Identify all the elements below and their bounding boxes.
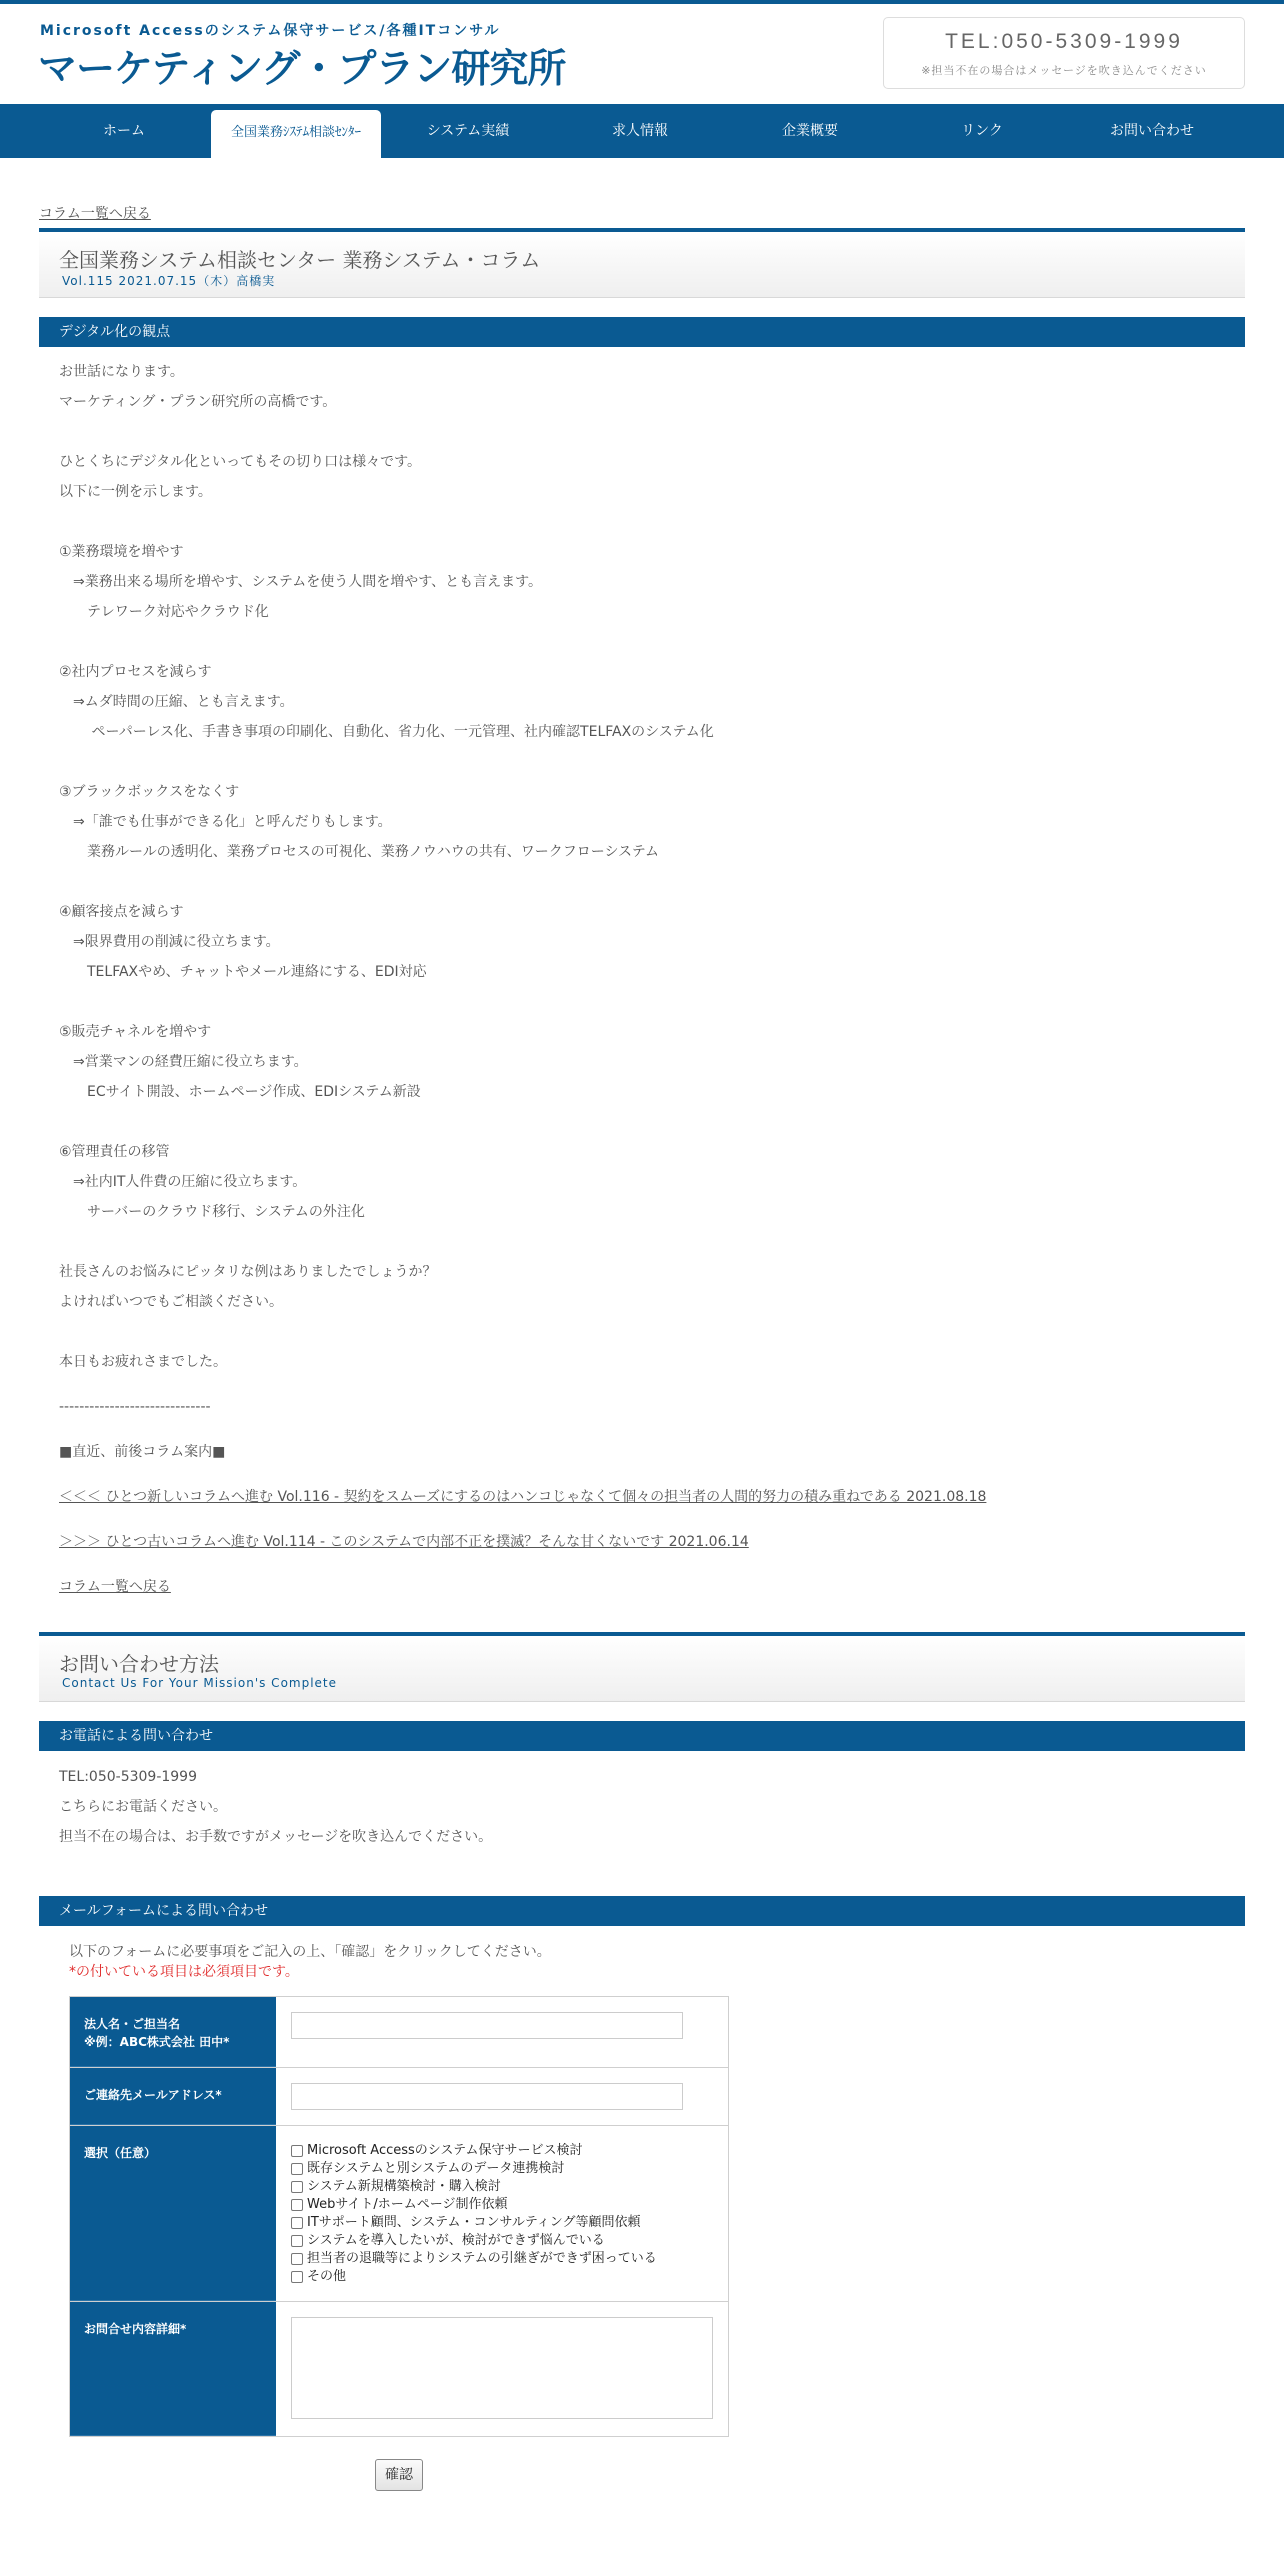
inquiry-option[interactable] [291, 2196, 713, 2214]
inquiry-option[interactable] [291, 2232, 713, 2250]
option-label: システムを導入したいが、検討ができず悩んでいる [307, 2233, 605, 2248]
inquiry-options [291, 2138, 713, 2286]
article-line: ①業務環境を増やす [59, 544, 184, 560]
tel-box [883, 17, 1245, 89]
logo-subtitle: Microsoft Accessのシステム保守サービス/各種ITコンサル [40, 23, 501, 39]
email-input[interactable] [291, 2083, 683, 2110]
option-checkbox[interactable] [291, 2181, 303, 2193]
article-line: テレワーク対応やクラウド化 [59, 604, 269, 620]
article-line: よければいつでもご相談ください。 [59, 1294, 283, 1310]
article-line [59, 1227, 1229, 1257]
option-checkbox[interactable] [291, 2163, 303, 2175]
required-note: *の付いている項目は必須項目です。 [69, 1964, 299, 1980]
top-rule [0, 0, 1284, 4]
inquiry-option[interactable] [291, 2178, 713, 2196]
main-nav [0, 104, 1284, 158]
form-instructions: 以下のフォームに必要事項をご記入の上、「確認」をクリックしてください。 [69, 1944, 551, 1960]
article-line [59, 1317, 1229, 1347]
article-line: 業務ルールの透明化、業務プロセスの可視化、業務ノウハウの共有、ワークフローシステム [59, 844, 660, 860]
form-row-email [70, 2068, 728, 2126]
article-line: ECサイト開設、ホームページ作成、EDIシステム新設 [59, 1084, 421, 1100]
contact-title: お問い合わせ方法 [59, 1652, 219, 1676]
select-label: 選択（任意） [70, 2126, 276, 2301]
option-checkbox[interactable] [291, 2217, 303, 2229]
article-body [59, 357, 1229, 1602]
article-line: お世話になります。 [59, 364, 184, 380]
option-label: 担当者の退職等によりシステムの引継ぎができず困っている [307, 2251, 657, 2266]
site-logo[interactable]: マーケティング・プラン研究所 [38, 47, 566, 92]
nav-company[interactable]: 企業概要 [782, 123, 838, 139]
phone-line: TEL:050-5309-1999 [59, 1769, 197, 1785]
column-title-panel [39, 228, 1245, 298]
option-checkbox[interactable] [291, 2271, 303, 2283]
article-line [59, 627, 1229, 657]
option-checkbox[interactable] [291, 2145, 303, 2157]
form-row-select [70, 2126, 728, 2302]
form-row-name [70, 1997, 728, 2068]
article-line [59, 507, 1229, 537]
inquiry-detail-textarea[interactable] [291, 2317, 713, 2419]
article-line: TELFAXやめ、チャットやメール連絡にする、EDI対応 [59, 964, 427, 980]
separator: ------------------------------ [59, 1399, 211, 1415]
tel-number: TEL:050-5309-1999 [945, 30, 1183, 53]
form-intro [69, 1942, 551, 1982]
article-line [59, 1107, 1229, 1137]
mail-section-heading: メールフォームによる問い合わせ [39, 1896, 1245, 1926]
newer-column-link[interactable]: ＜＜＜ ひとつ新しいコラムへ進む Vol.116 - 契約をスムーズにするのはハンコじゃなくて個々の担当者の人間的努力の積み重ねである 2021.08.18 [59, 1489, 987, 1505]
option-label: ITサポート顧問、システム・コンサルティング等顧問依頼 [307, 2215, 641, 2230]
article-line: ⑥管理責任の移管 [59, 1144, 170, 1160]
article-line: ⇒業務出来る場所を増やす、システムを使う人間を増やす、とも言えます。 [59, 574, 542, 590]
nav-consult-center[interactable]: 全国業務ｼｽﾃﾑ相談ｾﾝﾀｰ [211, 110, 381, 160]
company-name-input[interactable] [291, 2012, 683, 2039]
article-line: ⇒ムダ時間の圧縮、とも言えます。 [59, 694, 294, 710]
inquiry-option[interactable] [291, 2268, 713, 2286]
contact-subtitle: Contact Us For Your Mission's Complete [62, 1676, 338, 1690]
option-checkbox[interactable] [291, 2199, 303, 2211]
confirm-button[interactable]: 確認 [375, 2459, 423, 2491]
name-label-example: ※例：ABC株式会社 田中* [84, 2035, 230, 2049]
article-line [59, 987, 1229, 1017]
article-line: 以下に一例を示します。 [59, 484, 212, 500]
option-label: システム新規構築検討・購入検討 [307, 2179, 501, 2194]
article-line: 社長さんのお悩みにピッタリな例はありましたでしょうか？ [59, 1264, 437, 1280]
detail-label: お問合せ内容詳細* [70, 2302, 276, 2436]
article-line: ⇒営業マンの経費圧縮に役立ちます。 [59, 1054, 308, 1070]
article-line: ②社内プロセスを減らす [59, 664, 212, 680]
back-to-columns-link-bottom[interactable]: コラム一覧へ戻る [59, 1579, 171, 1595]
nav-home[interactable]: ホーム [103, 123, 145, 139]
tel-note: ※担当不在の場合はメッセージを吹き込んでください [921, 64, 1207, 77]
article-line: マーケティング・プラン研究所の高橋です。 [59, 394, 337, 410]
option-label: その他 [307, 2269, 347, 2284]
article-line: ④顧客接点を減らす [59, 904, 184, 920]
article-line [59, 867, 1229, 897]
article-line: ⇒限界費用の削減に役立ちます。 [59, 934, 280, 950]
column-nav-heading: ■直近、前後コラム案内■ [59, 1444, 226, 1460]
column-meta: Vol.115 2021.07.15（木）高橋実 [62, 274, 276, 288]
nav-recruit[interactable]: 求人情報 [612, 123, 668, 139]
phone-line: 担当不在の場合は、お手数ですがメッセージを吹き込んでください。 [59, 1829, 493, 1845]
article-line: ペーパーレス化、手書き事項の印刷化、自動化、省力化、一元管理、社内確認TELFAXのシステム化 [59, 724, 714, 740]
phone-line: こちらにお電話ください。 [59, 1799, 227, 1815]
option-label: 既存システムと別システムのデータ連携検討 [307, 2161, 565, 2176]
article-line [59, 417, 1229, 447]
article-line: ⇒「誰でも仕事ができる化」と呼んだりもします。 [59, 814, 392, 830]
name-label [70, 1997, 276, 2067]
form-row-detail [70, 2302, 728, 2436]
contact-form [69, 1996, 729, 2437]
article-line: ⑤販売チャネルを増やす [59, 1024, 212, 1040]
nav-links[interactable]: リンク [961, 123, 1003, 139]
back-to-columns-link[interactable]: コラム一覧へ戻る [39, 206, 151, 222]
article-line: ひとくちにデジタル化といってもその切り口は様々です。 [59, 454, 422, 470]
option-label: Webサイト/ホームページ制作依頼 [307, 2197, 508, 2212]
inquiry-option[interactable] [291, 2214, 713, 2232]
nav-contact[interactable]: お問い合わせ [1110, 123, 1194, 139]
contact-title-panel [39, 1632, 1245, 1702]
article-line [59, 747, 1229, 777]
article-line: サーバーのクラウド移行、システムの外注化 [59, 1204, 365, 1220]
article-line: 本日もお疲れさまでした。 [59, 1354, 227, 1370]
page-title: 全国業務システム相談センター 業務システム・コラム [59, 248, 541, 272]
option-checkbox[interactable] [291, 2235, 303, 2247]
phone-section-heading: お電話による問い合わせ [39, 1721, 1245, 1751]
inquiry-option[interactable] [291, 2250, 713, 2268]
name-label-line: 法人名・ご担当名 [84, 2017, 181, 2031]
option-checkbox[interactable] [291, 2253, 303, 2265]
inquiry-option[interactable] [291, 2142, 713, 2160]
article-line: ⇒社内IT人件費の圧縮に役立ちます。 [59, 1174, 307, 1190]
nav-system-results[interactable]: システム実績 [426, 123, 510, 139]
email-label: ご連絡先メールアドレス* [70, 2068, 276, 2125]
older-column-link[interactable]: ＞＞＞ ひとつ古いコラムへ進む Vol.114 - このシステムで内部不正を撲滅？そんな甘くないです 2021.06.14 [59, 1534, 749, 1550]
article-heading: デジタル化の観点 [39, 317, 1245, 347]
article-line: ③ブラックボックスをなくす [59, 784, 240, 800]
phone-section-body [59, 1762, 492, 1852]
inquiry-option[interactable] [291, 2160, 713, 2178]
option-label: Microsoft Accessのシステム保守サービス検討 [307, 2143, 583, 2158]
